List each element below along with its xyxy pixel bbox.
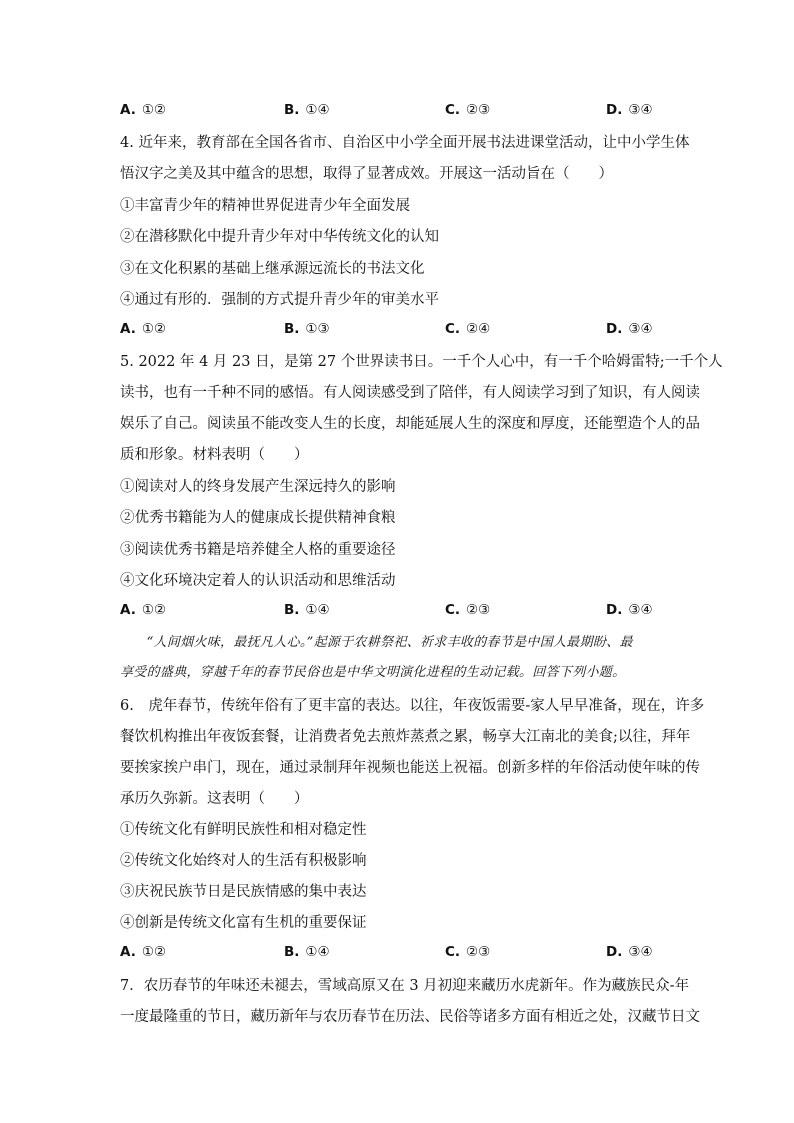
q4-statement-4: ④通过有形的．强制的方式提升青少年的审美水平 — [120, 292, 439, 308]
option-letter: D. — [606, 321, 623, 337]
option-letter: C. — [445, 102, 461, 118]
option-letter: C. — [445, 944, 461, 960]
q6-option-b[interactable] — [284, 944, 330, 960]
option-letter: A. — [120, 602, 136, 618]
option-letter: D. — [606, 602, 623, 618]
q5-stem-line-1: 5. 2022 年 4 月 23 日，是第 27 个世界读书日。一千个人心中，有一千个哈姆雷特;一千个人 — [120, 354, 723, 370]
q3-option-a[interactable] — [120, 102, 166, 118]
option-text: ③④ — [628, 102, 653, 118]
q3-option-b[interactable] — [284, 102, 330, 118]
q6-statement-4: ④创新是传统文化富有生机的重要保证 — [120, 915, 367, 931]
q4-stem-line-1: 4. 近年来，教育部在全国各省市、自治区中小学全面开展书法进课堂活动，让中小学生体 — [120, 135, 690, 151]
q3-option-c[interactable] — [445, 102, 490, 118]
q4-option-b[interactable] — [284, 321, 330, 337]
option-letter: B. — [284, 321, 300, 337]
q6-statement-1: ①传统文化有鲜明民族性和相对稳定性 — [120, 822, 367, 838]
q6-options — [120, 944, 680, 964]
option-text: ③④ — [628, 944, 653, 960]
option-text: ②③ — [466, 944, 491, 960]
q7-stem-line-2: 一度最隆重的节日，藏历新年与农历春节在历法、民俗等诸多方面有相近之处，汉藏节日文 — [120, 1009, 700, 1025]
option-text: ①④ — [305, 102, 330, 118]
q5-option-c[interactable] — [445, 602, 490, 618]
q6-stem-line-2: 餐饮机构推出年夜饭套餐，让消费者免去煎炸蒸煮之累，畅享大江南北的美食;以往，拜年 — [120, 729, 691, 745]
q5-stem-line-2: 读书，也有一千种不同的感悟。有人阅读感受到了陪伴，有人阅读学习到了知识，有人阅读 — [120, 385, 700, 401]
option-text: ①② — [141, 102, 167, 118]
q4-statement-2: ②在潜移默化中提升青少年对中华传统文化的认知 — [120, 229, 439, 245]
option-text: ①④ — [305, 602, 330, 618]
q4-option-d[interactable] — [606, 321, 653, 337]
option-letter: B. — [284, 602, 300, 618]
q4-option-c[interactable] — [445, 321, 490, 337]
q5-statement-3: ③阅读优秀书籍是培养健全人格的重要途径 — [120, 542, 396, 558]
option-letter: C. — [445, 602, 461, 618]
option-letter: B. — [284, 102, 300, 118]
q3-option-d[interactable] — [606, 102, 653, 118]
option-letter: D. — [606, 944, 623, 960]
q5-option-d[interactable] — [606, 602, 653, 618]
option-letter: B. — [284, 944, 300, 960]
q5-option-b[interactable] — [284, 602, 330, 618]
q6-stem-line-1: 6. 虎年春节，传统年俗有了更丰富的表达。以往，年夜饭需要-家人早早准备，现在，许多 — [120, 698, 705, 714]
option-text: ①② — [141, 321, 167, 337]
material-line-2: 享受的盛典，穿越千年的春节民俗也是中华文明演化进程的生动记载。回答下列小题。 — [120, 665, 626, 680]
option-text: ②④ — [466, 321, 491, 337]
q5-statement-1: ①阅读对人的终身发展产生深远持久的影响 — [120, 479, 396, 495]
q6-option-d[interactable] — [606, 944, 653, 960]
q5-options — [120, 602, 680, 622]
q4-options — [120, 321, 680, 341]
option-text: ①③ — [305, 321, 330, 337]
q4-stem-line-2: 悟汉字之美及其中蕴含的思想，取得了显著成效。开展这一活动旨在（ ） — [120, 166, 613, 182]
q6-option-a[interactable] — [120, 944, 166, 960]
option-letter: A. — [120, 944, 136, 960]
option-text: ③④ — [628, 321, 653, 337]
q4-statement-1: ①丰富青少年的精神世界促进青少年全面发展 — [120, 198, 410, 214]
option-letter: D. — [606, 102, 623, 118]
option-text: ①② — [141, 944, 167, 960]
option-text: ①② — [141, 602, 167, 618]
q5-stem-line-4: 质和形象。材料表明（ ） — [120, 447, 309, 463]
material-line-1: “人间烟火味，最抚凡人心。”起源于农耕祭祀、祈求丰收的春节是中国人最期盼、最 — [120, 635, 633, 650]
q4-option-a[interactable] — [120, 321, 166, 337]
option-text: ①④ — [305, 944, 330, 960]
q4-statement-3: ③在文化积累的基础上继承源远流长的书法文化 — [120, 261, 425, 277]
q6-statement-2: ②传统文化始终对人的生活有积极影响 — [120, 853, 367, 869]
option-letter: A. — [120, 102, 136, 118]
q5-stem-line-3: 娱乐了自己。阅读虽不能改变人生的长度，却能延展人生的深度和厚度，还能塑造个人的品 — [120, 416, 700, 432]
q6-statement-3: ③庆祝民族节日是民族情感的集中表达 — [120, 884, 367, 900]
option-text: ②③ — [466, 602, 491, 618]
q5-statement-2: ②优秀书籍能为人的健康成长提供精神食粮 — [120, 510, 396, 526]
q5-statement-4: ④文化环境决定着人的认识活动和思维活动 — [120, 573, 396, 589]
option-letter: A. — [120, 321, 136, 337]
q3-options — [120, 102, 680, 122]
q6-option-c[interactable] — [445, 944, 490, 960]
option-letter: C. — [445, 321, 461, 337]
q6-stem-line-3: 要挨家挨户串门，现在，通过录制拜年视频也能送上祝福。创新多样的年俗活动使年味的传 — [120, 760, 700, 776]
q6-stem-line-4: 承历久弥新。这表明（ ） — [120, 791, 309, 807]
q7-stem-line-1: 7．农历春节的年味还未褪去，雪域高原又在 3 月初迎来藏历水虎新年。作为藏族民众-年 — [120, 978, 690, 994]
q5-option-a[interactable] — [120, 602, 166, 618]
option-text: ③④ — [628, 602, 653, 618]
option-text: ②③ — [466, 102, 491, 118]
